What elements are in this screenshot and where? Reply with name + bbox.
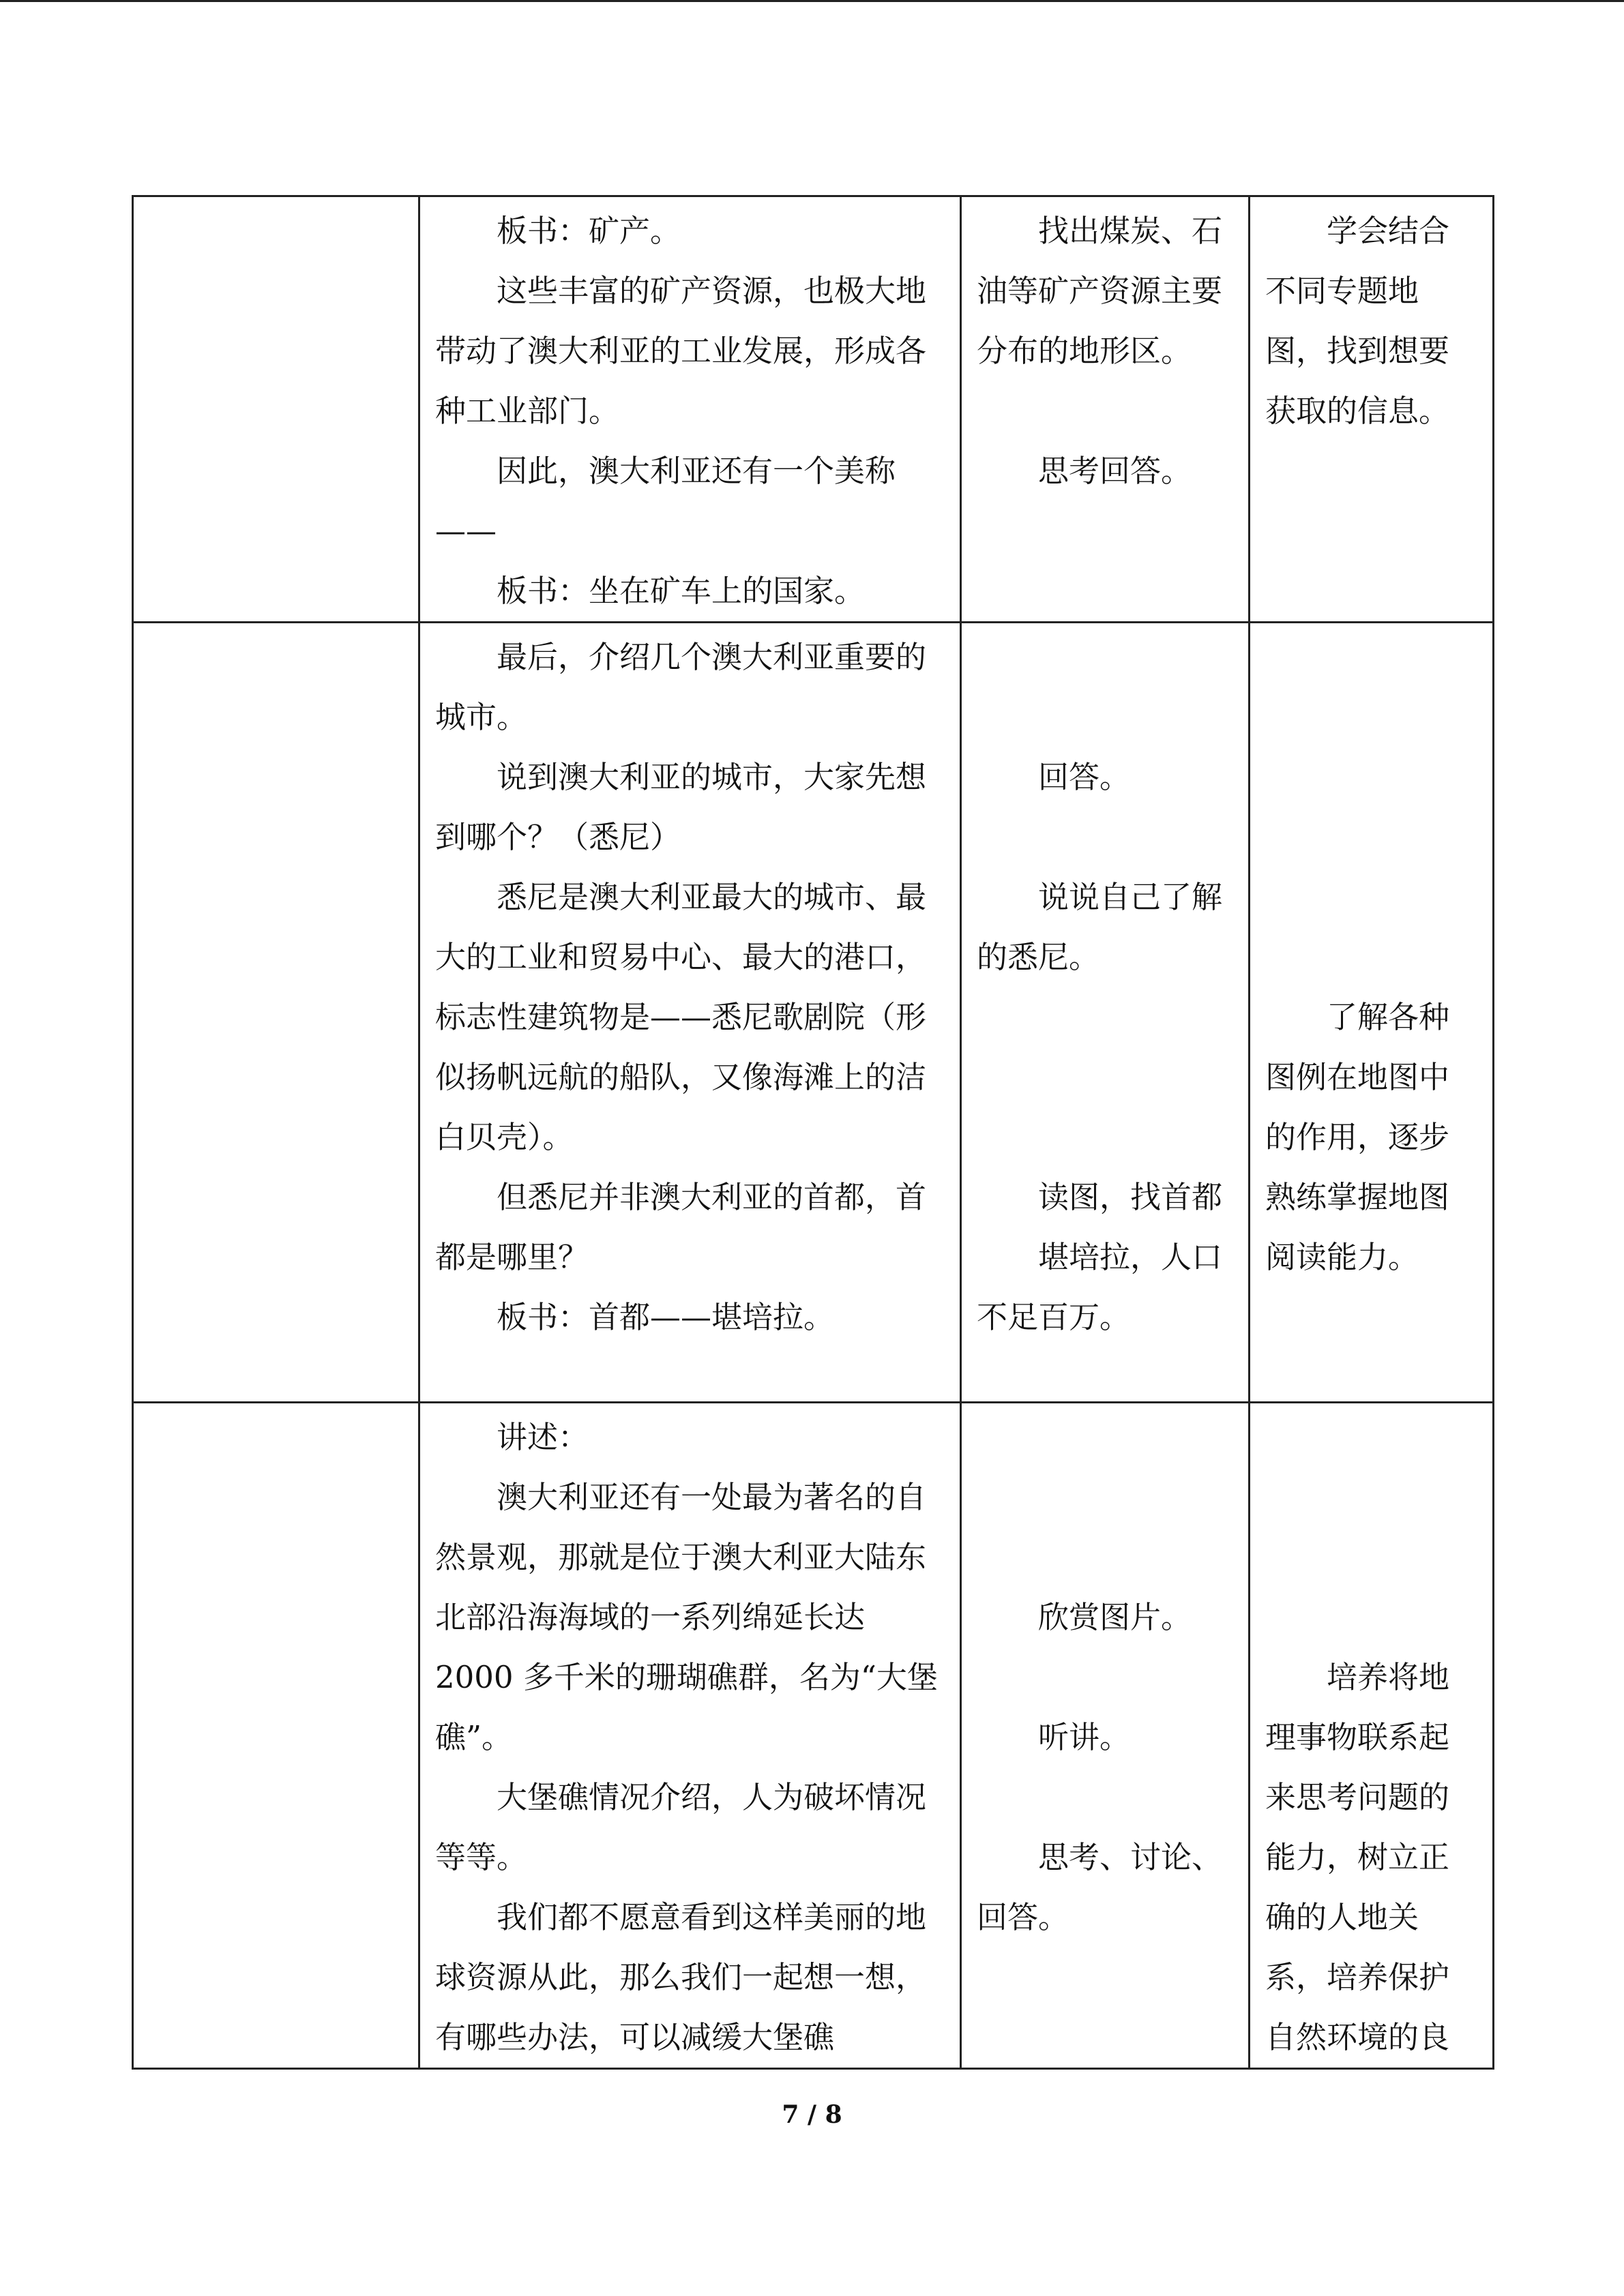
cell-paragraph: 说到澳大利亚的城市，大家先想到哪个？（悉尼）: [435, 759, 927, 855]
cell-paragraph: 了解各种图例在地图中的作用，逐步熟练掌握地图阅读能力。: [1265, 999, 1450, 1275]
spacer: [977, 807, 1233, 867]
cell-paragraph: 欣赏图片。: [1038, 1599, 1192, 1635]
cell-paragraph: 思考、讨论、回答。: [977, 1839, 1223, 1935]
stage-cell: [133, 1403, 419, 2069]
teacher-activity-cell: [419, 196, 961, 623]
cell-paragraph: 说说自己了解的悉尼。: [977, 879, 1223, 975]
spacer: [1265, 627, 1477, 747]
table-row: [133, 1403, 1494, 2069]
cell-paragraph: 回答。: [1038, 759, 1131, 795]
stage-cell: [133, 623, 419, 1403]
cell-paragraph: 这些丰富的矿产资源，也极大地带动了澳大利亚的工业发展，形成各种工业部门。: [435, 273, 927, 429]
spacer: [1265, 1527, 1477, 1587]
spacer: [977, 627, 1233, 747]
cell-paragraph: 澳大利亚还有一处最为著名的自然景观，那就是位于澳大利亚大陆东北部沿海海域的一系列绵延长达 2000 多千米的珊瑚礁群，名为“大堡礁”。: [435, 1479, 938, 1755]
cell-paragraph: 堪培拉，人口不足百万。: [977, 1239, 1223, 1335]
spacer: [1265, 1407, 1477, 1527]
spacer: [977, 1107, 1233, 1167]
cell-paragraph: 读图，找首都: [1038, 1179, 1223, 1215]
cell-paragraph: 培养将地理事物联系起来思考问题的能力，树立正确的人地关系，培养保护自然环境的良: [1265, 1659, 1450, 2055]
cell-paragraph: 板书：首都——堪培拉。: [497, 1299, 835, 1335]
spacer: [977, 1527, 1233, 1587]
spacer: [977, 1768, 1233, 1828]
stage-cell: [133, 196, 419, 623]
cell-paragraph: 最后，介绍几个澳大利亚重要的城市。: [435, 639, 927, 735]
cell-paragraph: 板书：矿产。: [497, 213, 681, 249]
student-activity-cell: [961, 196, 1250, 623]
cell-paragraph: 听讲。: [1038, 1719, 1131, 1755]
cell-paragraph: 因此，澳大利亚还有一个美称——: [435, 453, 896, 549]
design-intent-cell: [1250, 1403, 1494, 2069]
table-row: [133, 196, 1494, 623]
cell-paragraph: 思考回答。: [1038, 453, 1192, 489]
cell-paragraph: 板书：坐在矿车上的国家。: [497, 573, 866, 609]
spacer: [977, 987, 1233, 1107]
design-intent-cell: [1250, 196, 1494, 623]
cell-paragraph: 但悉尼并非澳大利亚的首都，首都是哪里？: [435, 1179, 927, 1275]
student-activity-cell: [961, 1403, 1250, 2069]
page-number: 7 / 8: [782, 2100, 842, 2129]
teacher-activity-cell: [419, 623, 961, 1403]
cell-paragraph: 讲述：: [497, 1419, 589, 1455]
lesson-plan-table: [132, 195, 1494, 2070]
spacer: [977, 1648, 1233, 1708]
student-activity-cell: [961, 623, 1250, 1403]
table-row: [133, 623, 1494, 1403]
cell-paragraph: 我们都不愿意看到这样美丽的地球资源从此，那么我们一起想一想，有哪些办法，可以减缓大堡礁: [435, 1899, 927, 2055]
cell-paragraph: 学会结合不同专题地图，找到想要获取的信息。: [1265, 213, 1450, 429]
table-body: [133, 196, 1494, 2069]
design-intent-cell: [1250, 623, 1494, 1403]
cell-paragraph: 悉尼是澳大利亚最大的城市、最大的工业和贸易中心、最大的港口，标志性建筑物是——悉尼歌剧院（形似扬帆远航的船队，又像海滩上的洁白贝壳）。: [435, 879, 927, 1155]
teacher-activity-cell: [419, 1403, 961, 2069]
cell-paragraph: 大堡礁情况介绍，人为破坏情况等等。: [435, 1779, 927, 1875]
spacer: [1265, 747, 1477, 867]
cell-paragraph: 找出煤炭、石油等矿产资源主要分布的地形区。: [977, 213, 1223, 369]
spacer: [977, 381, 1233, 441]
top-border-line: [0, 0, 1624, 2]
spacer: [977, 1407, 1233, 1527]
spacer: [1265, 867, 1477, 987]
spacer: [1265, 1587, 1477, 1648]
